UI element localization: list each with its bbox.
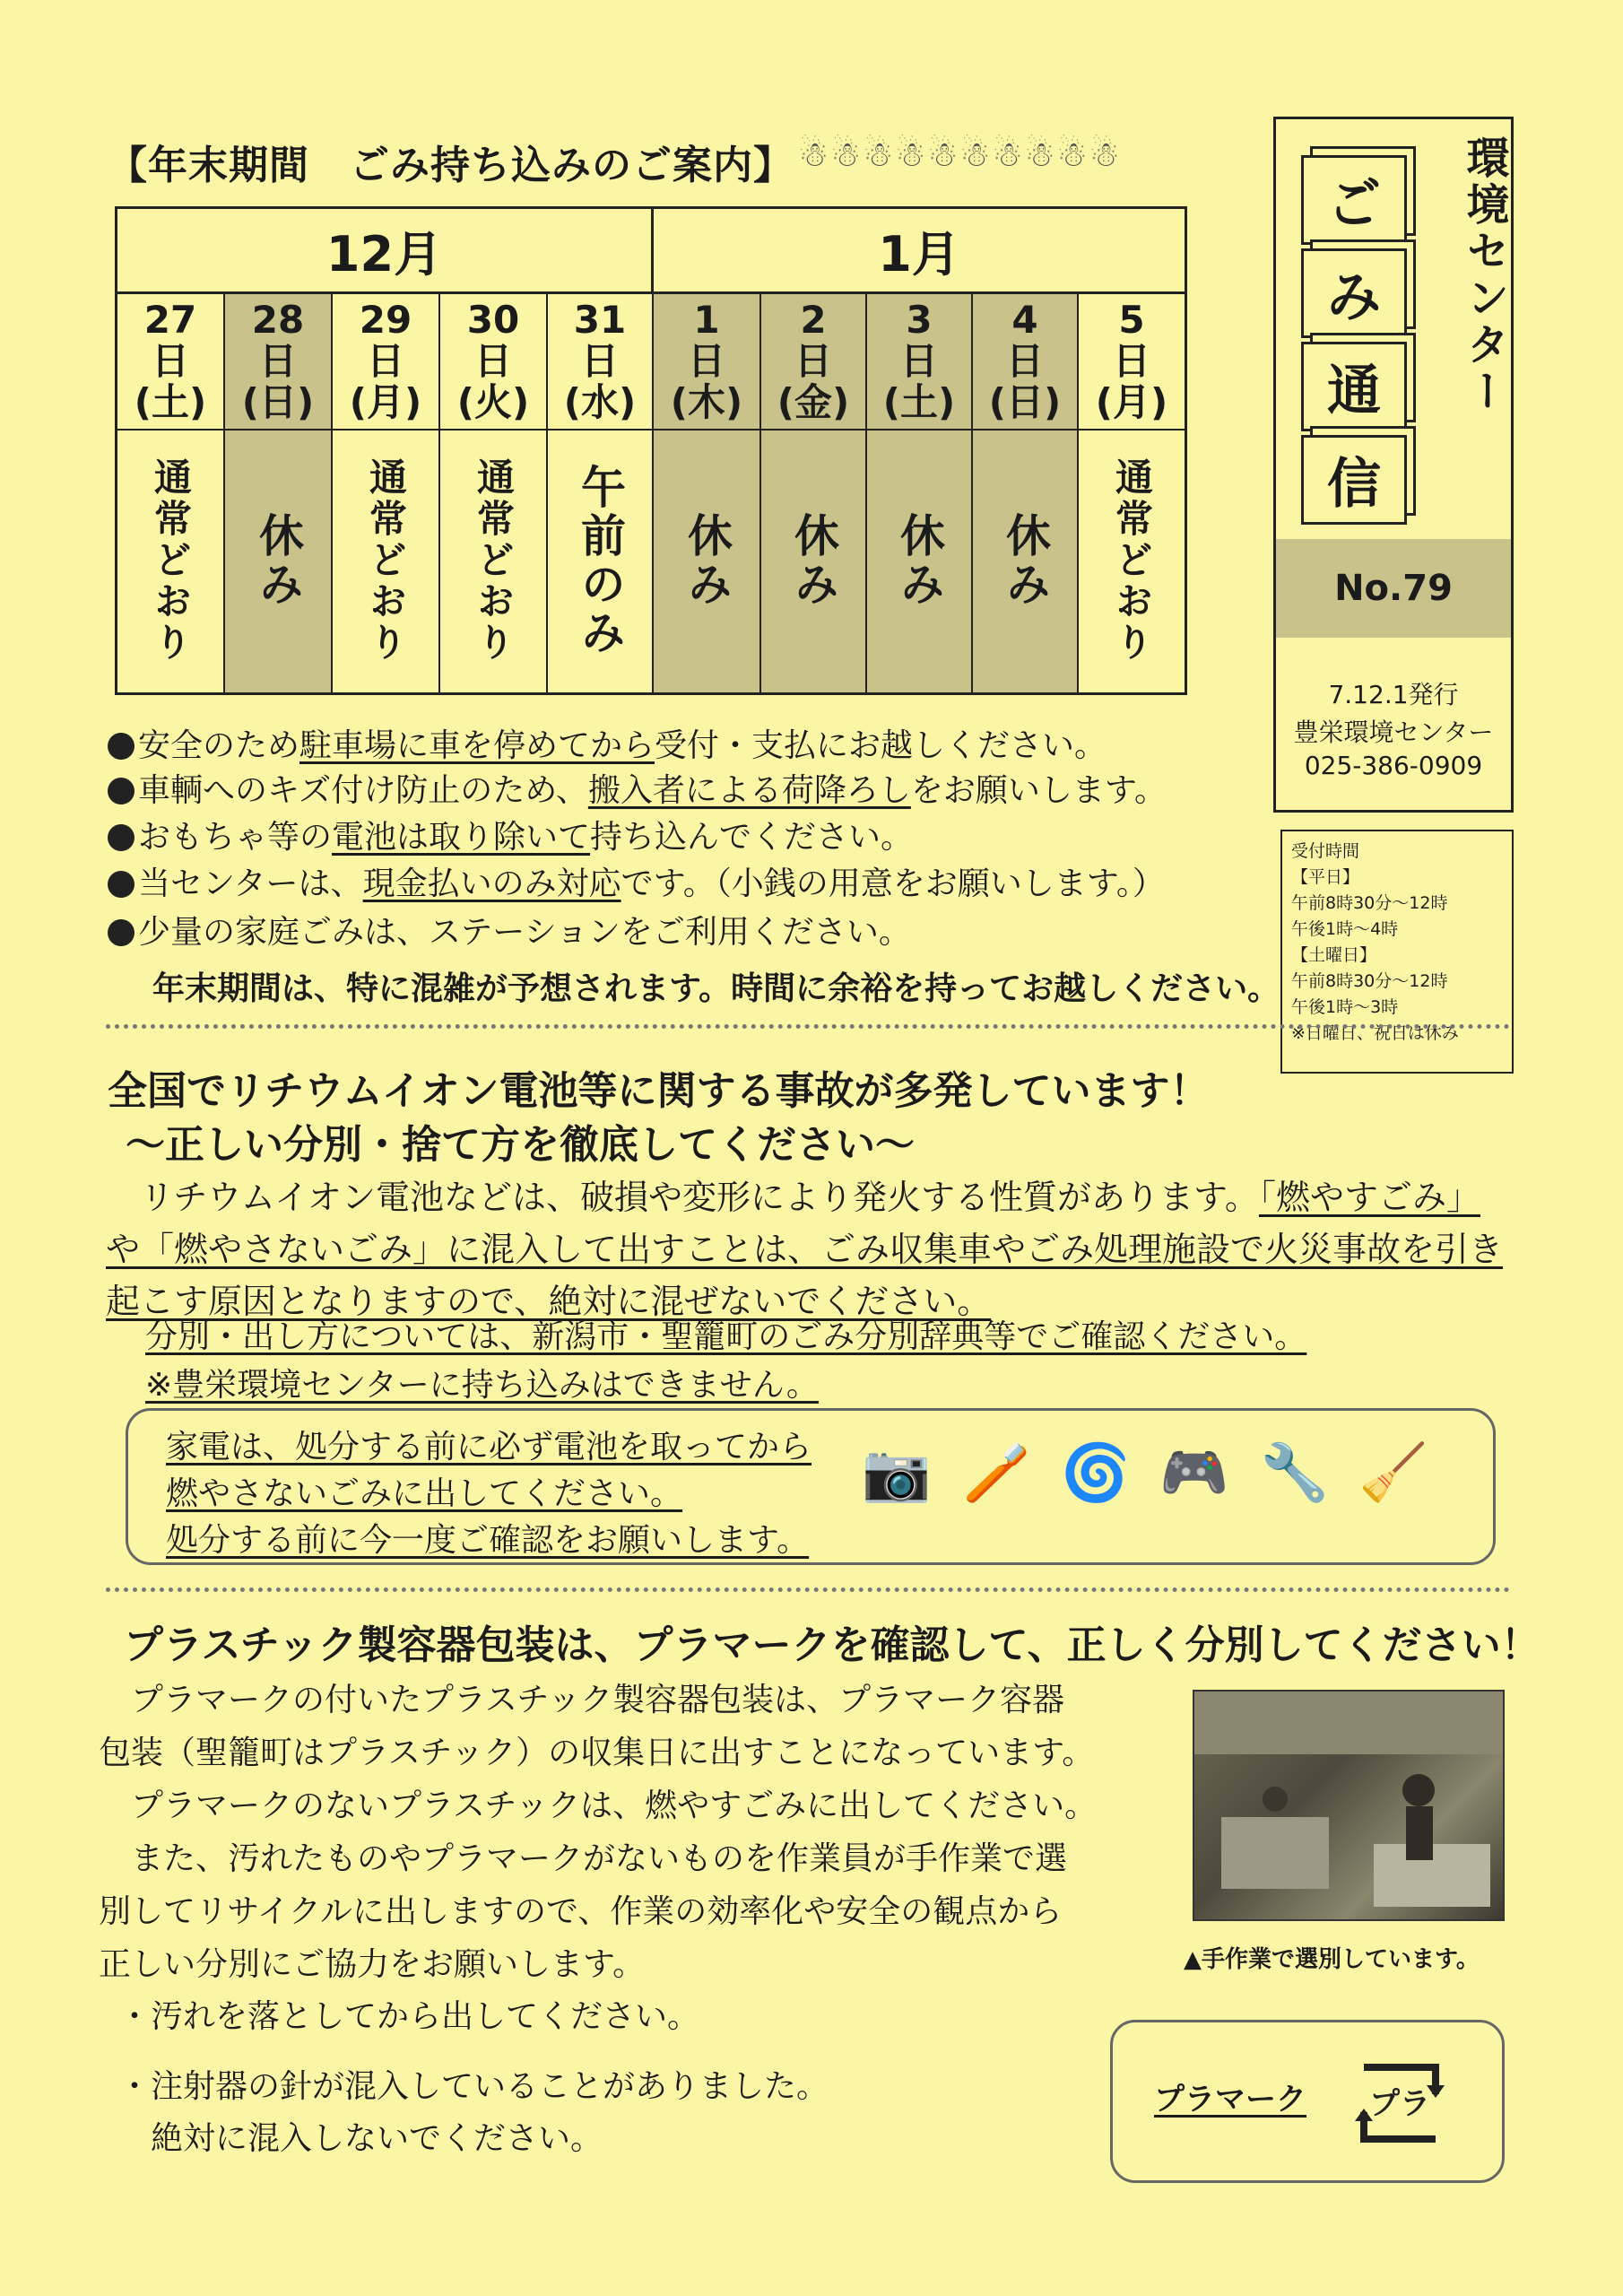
calendar-day <box>333 294 440 692</box>
day-header <box>654 294 759 430</box>
day-date: 31 <box>573 298 627 342</box>
reception-hours <box>1280 830 1514 1074</box>
section-divider <box>106 1024 1510 1029</box>
day-status: 休み <box>787 512 839 609</box>
game-console-icon: 🎮 <box>1159 1439 1229 1505</box>
day-unit: 日 <box>151 339 189 383</box>
bullet-text: 現金払いのみ対応 <box>362 865 621 902</box>
plamark-label: プラマーク <box>1154 2082 1306 2118</box>
masthead-cube-1: ご <box>1301 155 1407 245</box>
day-header <box>761 294 865 430</box>
bullet-dot-icon <box>108 778 135 804</box>
day-date: 5 <box>1118 298 1145 342</box>
day-unit: 日 <box>899 339 938 383</box>
day-status: 通常どおり <box>1110 457 1154 664</box>
fan-icon: 🌀 <box>1061 1439 1131 1505</box>
day-header <box>440 294 546 430</box>
bullet-text: です。（小銭の用意をお願いします。） <box>621 865 1165 902</box>
bullet-text: 少量の家庭ごみは、ステーションをご利用ください。 <box>138 914 911 951</box>
day-header <box>1079 294 1185 430</box>
calendar-day <box>761 294 867 692</box>
day-status: 午前のみ <box>574 464 626 657</box>
calendar-day <box>654 294 761 692</box>
plastic-line: また、汚れたものやプラマークがないものを作業員が手作業で選 <box>99 1840 1068 1877</box>
day-weekday: (水) <box>563 380 637 424</box>
day-weekday: (木) <box>670 380 743 424</box>
bullet-text: 電池は取り除いて <box>332 819 591 856</box>
plastic-line: 包装（聖籠町はプラスチック）の収集日に出すことになっています。 <box>99 1735 1095 1771</box>
point-needles: ・注射器の針が混入していることがありました。 <box>118 2068 829 2105</box>
day-status: 通常どおり <box>149 457 193 664</box>
day-date: 29 <box>359 298 412 342</box>
day-date: 28 <box>251 298 305 342</box>
day-unit: 日 <box>580 339 619 383</box>
day-header <box>333 294 438 430</box>
day-date: 27 <box>143 298 197 342</box>
masthead-cube-2: み <box>1301 248 1407 338</box>
masthead-cube-4: 信 <box>1301 435 1407 525</box>
issue-number: No.79 <box>1276 539 1511 638</box>
toothbrush-icon: 🪥 <box>962 1439 1032 1505</box>
hours-line: 午後1時～4時 <box>1291 919 1399 939</box>
bullet-dot-icon <box>108 919 135 946</box>
day-unit: 日 <box>1112 339 1150 383</box>
photo-caption: ▲手作業で選別しています。 <box>1184 1946 1480 1973</box>
plastic-heading: プラスチック製容器包装は、プラマークを確認して、正しく分別してください！ <box>124 1622 1541 1668</box>
calendar-day <box>973 294 1079 692</box>
month-december: 12月 <box>117 209 654 294</box>
bullet-text: 駐車場に車を停めてから <box>299 727 655 764</box>
sorting-guide-note: 分別・出し方については、新潟市・聖籠町のごみ分別辞典等でご確認ください。 <box>145 1318 1307 1355</box>
day-weekday: (日) <box>988 380 1062 424</box>
plamark-symbol-text: プラ <box>1369 2086 1430 2122</box>
bullet-text: 受付・支払にお越しください。 <box>655 727 1107 764</box>
day-unit: 日 <box>794 339 832 383</box>
day-weekday: (月) <box>349 380 422 424</box>
plamark-icon <box>1337 2049 1462 2157</box>
day-unit: 日 <box>473 339 512 383</box>
calendar-day <box>117 294 225 692</box>
guidance-bullet <box>108 771 1167 811</box>
day-unit: 日 <box>366 339 404 383</box>
lithium-heading: 全国でリチウムイオン電池等に関する事故が多発しています！ <box>108 1068 1210 1114</box>
plastic-line: プラマークの付いたプラスチック製容器包装は、プラマーク容器 <box>99 1682 1065 1718</box>
day-weekday: (日) <box>241 380 315 424</box>
point-clean: ・汚れを落としてから出してください。 <box>118 1998 700 2035</box>
box-line: 処分する前に今一度ご確認をお願いします。 <box>166 1522 810 1559</box>
plastic-line: プラマークのないプラスチックは、燃やすごみに出してください。 <box>99 1787 1098 1824</box>
vacuum-icon: 🧹 <box>1358 1439 1428 1505</box>
calendar-day <box>225 294 333 692</box>
lithium-subheading: ～正しい分別・捨て方を徹底してください～ <box>126 1122 915 1168</box>
camera-icon: 📷 <box>862 1439 932 1505</box>
plastic-line: 正しい分別にご協力をお願いします。 <box>99 1946 646 1983</box>
year-end-title: 【年末期間 ごみ持ち込みのご案内】 <box>108 143 794 188</box>
day-unit: 日 <box>687 339 725 383</box>
no-dropoff-note: ※豊栄環境センターに持ち込みはできません。 <box>145 1367 819 1404</box>
masthead-vertical-title: 環境センター <box>1459 135 1509 415</box>
day-unit: 日 <box>258 339 297 383</box>
day-status: 休み <box>681 512 733 609</box>
day-unit: 日 <box>1005 339 1044 383</box>
day-weekday: (土) <box>882 380 956 424</box>
day-date: 30 <box>466 298 520 342</box>
day-weekday: (月) <box>1095 380 1168 424</box>
guidance-bullet <box>108 818 913 857</box>
snowman-decoration: ☃☃☃☃☃☃☃☃☃☃ <box>798 135 1122 174</box>
day-status: 休み <box>252 512 304 609</box>
point-needles-warning: 絶対に混入しないでください。 <box>118 2120 603 2157</box>
day-date: 2 <box>800 298 827 342</box>
calendar-day <box>440 294 548 692</box>
hours-line: 受付時間 <box>1291 841 1360 861</box>
issue-date: 7.12.1発行 <box>1328 680 1459 709</box>
newsletter-masthead <box>1273 117 1514 813</box>
calendar-day <box>1079 294 1185 692</box>
year-end-calendar <box>115 206 1187 695</box>
hours-line: 【土曜日】 <box>1291 945 1377 965</box>
day-header <box>973 294 1077 430</box>
publisher-phone: 025-386-0909 <box>1304 751 1483 780</box>
sorting-photo <box>1193 1690 1505 1921</box>
appliance-battery-box <box>126 1408 1496 1565</box>
day-weekday: (土) <box>134 380 207 424</box>
day-status: 休み <box>999 512 1051 609</box>
box-line: 家電は、処分する前に必ず電池を取ってから <box>166 1429 812 1465</box>
box-line: 燃やさないごみに出してください。 <box>166 1475 683 1512</box>
month-january: 1月 <box>654 209 1185 294</box>
hours-line: 午前8時30分～12時 <box>1291 971 1448 991</box>
plastic-paragraph <box>99 1674 1184 1991</box>
day-status: 休み <box>893 512 945 609</box>
day-header <box>867 294 971 430</box>
day-date: 1 <box>693 298 720 342</box>
day-header <box>117 294 223 430</box>
lithium-paragraph <box>106 1171 1505 1327</box>
calendar-day <box>867 294 973 692</box>
bullet-dot-icon <box>108 824 135 851</box>
lithium-para-warning: 「燃やすごみ」や「燃やさないごみ」に混入して出すことは、ごみ収集車やごみ処理施設で火災事故を引き起こす原因となりますので、絶対に混ぜないでください。 <box>106 1178 1504 1321</box>
hours-line: 【平日】 <box>1291 867 1360 887</box>
bullet-text: おもちゃ等の <box>138 819 333 856</box>
bullet-text: 安全のため <box>138 727 300 764</box>
guidance-bullet <box>108 865 1165 904</box>
section-divider <box>106 1587 1510 1592</box>
hours-line: ※日曜日、祝日は休み <box>1291 1023 1459 1043</box>
masthead-cube-3: 通 <box>1301 342 1407 431</box>
day-weekday: (火) <box>456 380 530 424</box>
guidance-bullet <box>108 726 1107 766</box>
calendar-day <box>548 294 654 692</box>
day-header <box>225 294 331 430</box>
day-header <box>548 294 652 430</box>
plastic-line: 別してリサイクルに出しますので、作業の効率化や安全の観点から <box>99 1893 1063 1930</box>
drill-icon: 🔧 <box>1260 1439 1330 1505</box>
bullet-dot-icon <box>108 871 135 898</box>
bullet-text: 持ち込んでください。 <box>590 819 914 856</box>
day-date: 4 <box>1011 298 1038 342</box>
bullet-text: をお願いします。 <box>910 772 1167 809</box>
bullet-dot-icon <box>108 733 135 760</box>
congestion-notice: 年末期間は、特に混雑が予想されます。時間に余裕を持ってお越しください。 <box>152 970 1280 1007</box>
hours-line: 午前8時30分～12時 <box>1291 893 1448 913</box>
bullet-text: 当センターは、 <box>138 865 363 902</box>
hours-line: 午後1時～3時 <box>1291 997 1399 1017</box>
day-status: 通常どおり <box>472 457 516 664</box>
publisher-name: 豊栄環境センター <box>1293 718 1494 747</box>
bullet-text: 車輌へのキズ付け防止のため、 <box>138 772 588 809</box>
day-date: 3 <box>906 298 933 342</box>
bullet-text: 搬入者による荷降ろし <box>587 772 911 809</box>
guidance-bullet <box>108 913 911 952</box>
plamark-box <box>1110 2020 1505 2183</box>
lithium-para-text: リチウムイオン電池などは、破損や変形により発火する性質があります。 <box>140 1178 1259 1217</box>
day-weekday: (金) <box>777 380 850 424</box>
day-status: 通常どおり <box>364 457 408 664</box>
